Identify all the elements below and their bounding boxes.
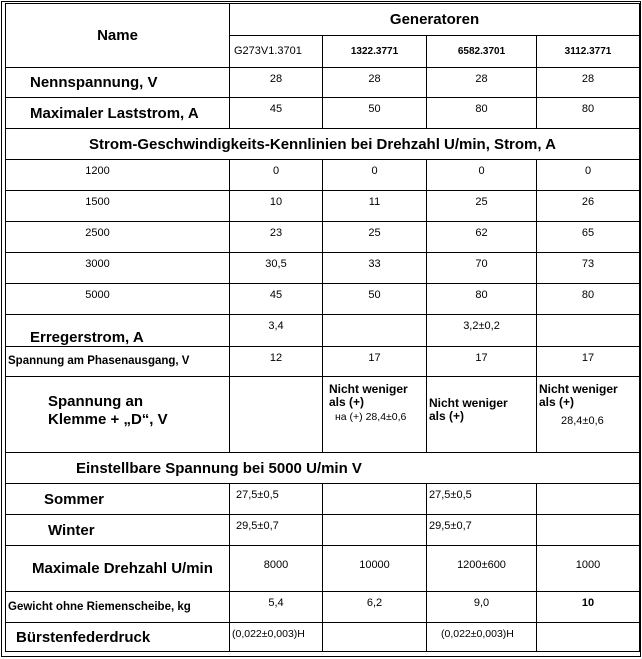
table-cell: 28 — [427, 68, 537, 98]
table-cell: 80 — [427, 284, 537, 315]
table-cell: 25 — [427, 191, 537, 222]
table-cell: 45 — [230, 284, 323, 315]
row-label-nennspannung: Nennspannung, V — [6, 68, 230, 98]
row-label-winter: Winter — [6, 515, 230, 546]
klemme-note-line1: Nicht weniger — [329, 382, 408, 396]
klemme-note-line3: на (+) 28,4±0,6 — [335, 411, 407, 423]
table-cell: 1000 — [537, 546, 640, 592]
table-cell — [323, 377, 427, 453]
section-title-kennlinien: Strom-Geschwindigkeits-Kennlinien bei Drehzahl U/min, Strom, A — [6, 129, 640, 160]
table-cell: 17 — [323, 347, 427, 377]
table-cell: 27,5±0,5 — [427, 484, 537, 515]
table-cell: 33 — [323, 253, 427, 284]
table-cell: 50 — [323, 284, 427, 315]
table-cell: 23 — [230, 222, 323, 253]
table-cell: 11 — [323, 191, 427, 222]
row-label-sommer: Sommer — [6, 484, 230, 515]
table-row — [6, 253, 640, 284]
table-row — [6, 515, 640, 546]
table-cell: 5,4 — [230, 592, 323, 623]
table-cell: 9,0 — [427, 592, 537, 623]
table-cell: 65 — [537, 222, 640, 253]
table-row — [6, 222, 640, 253]
row-label-gewicht: Gewicht ohne Riemenscheibe, kg — [6, 592, 230, 623]
table-row — [6, 98, 640, 129]
table-row — [6, 546, 640, 592]
table-cell: 17 — [537, 347, 640, 377]
table-row — [6, 315, 640, 347]
model-header-3: 6582.3701 — [427, 36, 537, 68]
klemme-label-line2: Klemme + „D“, V — [48, 411, 168, 428]
table-cell: 50 — [323, 98, 427, 129]
klemme-note-line3: 28,4±0,6 — [561, 415, 604, 427]
table-row — [6, 160, 640, 191]
section-row — [6, 453, 640, 484]
table-row — [6, 191, 640, 222]
table-cell: 27,5±0,5 — [230, 484, 323, 515]
rpm-label: 2500 — [6, 222, 230, 253]
table-cell — [537, 377, 640, 453]
table-row — [6, 484, 640, 515]
table-cell: 6,2 — [323, 592, 427, 623]
klemme-note-line1: Nicht weniger — [539, 382, 618, 396]
table-cell: 30,5 — [230, 253, 323, 284]
table-cell: 29,5±0,7 — [427, 515, 537, 546]
table-cell: 12 — [230, 347, 323, 377]
model-header-4: 3112.3771 — [537, 36, 640, 68]
klemme-label-line1: Spannung an — [48, 393, 143, 410]
table-row — [6, 68, 640, 98]
table-cell: 0 — [427, 160, 537, 191]
model-header-1: G273V1.3701 — [230, 36, 323, 68]
table-cell: 80 — [537, 284, 640, 315]
table-cell: 73 — [537, 253, 640, 284]
generator-spec-table — [5, 3, 640, 652]
table-cell: 26 — [537, 191, 640, 222]
table-cell: 3,2±0,2 — [427, 315, 537, 347]
table-cell — [537, 515, 640, 546]
generators-header: Generatoren — [230, 4, 640, 36]
table-cell — [323, 515, 427, 546]
table-cell: 0 — [537, 160, 640, 191]
table-cell: 45 — [230, 98, 323, 129]
table-cell: 10000 — [323, 546, 427, 592]
row-label-klemme — [6, 377, 230, 453]
table-cell — [537, 484, 640, 515]
klemme-note-line2: als (+) — [429, 409, 465, 423]
table-cell: 0 — [323, 160, 427, 191]
table-cell: 0 — [230, 160, 323, 191]
table-cell — [323, 623, 427, 652]
table-row — [6, 284, 640, 315]
model-header-2: 1322.3771 — [323, 36, 427, 68]
klemme-note-line2: als (+) — [329, 395, 365, 409]
table-row — [6, 347, 640, 377]
table-cell — [537, 623, 640, 652]
rpm-label: 5000 — [6, 284, 230, 315]
section-title-einstellbar: Einstellbare Spannung bei 5000 U/min V — [6, 453, 640, 484]
table-cell: 17 — [427, 347, 537, 377]
name-header: Name — [6, 4, 230, 68]
table-row — [6, 592, 640, 623]
table-cell: 10 — [230, 191, 323, 222]
rpm-label: 1200 — [6, 160, 230, 191]
table-cell — [230, 377, 323, 453]
table-cell: 8000 — [230, 546, 323, 592]
table-cell — [427, 377, 537, 453]
rpm-label: 1500 — [6, 191, 230, 222]
table-cell — [537, 315, 640, 347]
table-cell: 80 — [537, 98, 640, 129]
table-cell — [323, 484, 427, 515]
row-label-erregerstrom: Erregerstrom, A — [6, 315, 230, 347]
table-cell: 29,5±0,7 — [230, 515, 323, 546]
table-row — [6, 623, 640, 652]
table-cell: 28 — [537, 68, 640, 98]
row-label-buerste: Bürstenfederdruck — [6, 623, 230, 652]
row-label-drehzahl: Maximale Drehzahl U/min — [6, 546, 230, 592]
table-cell: 62 — [427, 222, 537, 253]
table-cell: 25 — [323, 222, 427, 253]
table-cell: 1200±600 — [427, 546, 537, 592]
klemme-note-line1: Nicht weniger — [429, 396, 508, 410]
document-page — [1, 1, 641, 657]
row-label-laststrom: Maximaler Laststrom, A — [6, 98, 230, 129]
table-cell — [323, 315, 427, 347]
table-cell: (0,022±0,003)H — [427, 623, 537, 652]
table-cell: 28 — [230, 68, 323, 98]
header-row-1 — [6, 4, 640, 36]
rpm-label: 3000 — [6, 253, 230, 284]
table-cell: (0,022±0,003)H — [230, 623, 323, 652]
row-label-phasenausgang: Spannung am Phasenausgang, V — [6, 347, 230, 377]
table-cell: 28 — [323, 68, 427, 98]
table-cell: 70 — [427, 253, 537, 284]
table-cell: 3,4 — [230, 315, 323, 347]
section-row — [6, 129, 640, 160]
table-cell: 80 — [427, 98, 537, 129]
table-cell: 10 — [537, 592, 640, 623]
klemme-note-line2: als (+) — [539, 395, 575, 409]
table-row — [6, 377, 640, 453]
